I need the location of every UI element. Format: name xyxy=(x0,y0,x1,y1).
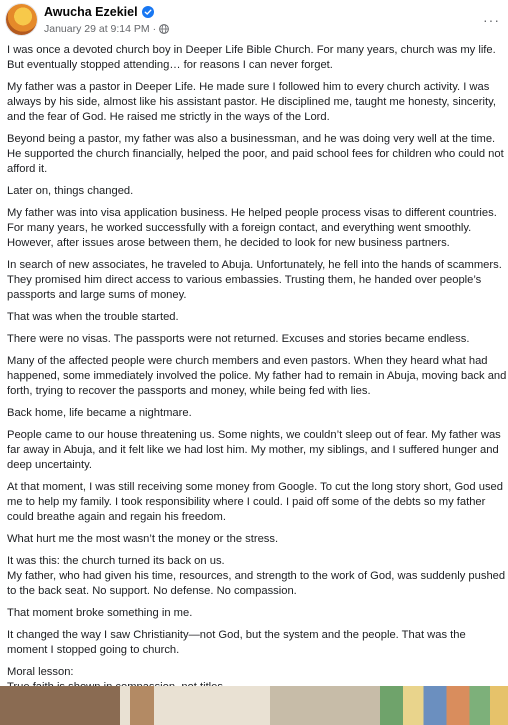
paragraph: I was once a devoted church boy in Deeper Life Bible Church. For many years, church was my life. But eventually stopped attending… for reasons I can never forget. xyxy=(7,44,496,71)
meta-separator: · xyxy=(152,23,157,35)
more-horizontal-icon: ··· xyxy=(483,12,500,28)
post-meta xyxy=(44,23,169,35)
paragraph: What hurt me the most wasn’t the money or the stress. xyxy=(7,533,279,545)
post-timestamp[interactable]: January 29 at 9:14 PM xyxy=(44,23,150,35)
image-region xyxy=(130,686,154,725)
paragraph: That was when the trouble started. xyxy=(7,311,179,323)
paragraph: It was this: the church turned its back on us. xyxy=(7,555,225,567)
image-region xyxy=(270,686,380,725)
verified-badge-icon xyxy=(142,6,154,18)
paragraph: Back home, life became a nightmare. xyxy=(7,407,192,419)
stained-glass-window xyxy=(380,686,508,725)
paragraph: People came to our house threatening us. Some nights, we couldn’t sleep out of fear. My father was far away in Abuja, and it felt like we had lost him. My mother, my siblings, and I suffered hunger and deep uncertainty. xyxy=(7,429,501,471)
paragraph: There were no visas. The passports were not returned. Excuses and stories became endless. xyxy=(7,333,470,345)
post-image[interactable] xyxy=(0,686,508,725)
post-body xyxy=(7,43,507,710)
paragraph: Beyond being a pastor, my father was also a businessman, and he was doing very well at the time. He supported the church financially, helped the poor, and paid school fees for children who could not afford it. xyxy=(7,133,504,175)
paragraph: At that moment, I was still receiving some money from Google. To cut the long story short, God used me to help my family. I took responsibility where I could. I paid off some of the debts so my father could breathe again and regain his freedom. xyxy=(7,481,503,523)
more-options-button[interactable] xyxy=(483,12,500,28)
paragraph: My father, who had given his time, resources, and strength to the work of God, was suddenly pushed to the back seat. No support. No defense. No compassion. xyxy=(7,570,506,597)
paragraph: Later on, things changed. xyxy=(7,185,134,197)
paragraph: My father was into visa application business. He helped people process visas to different countries. For many years, he worked successfully with a foreign contact, and everything went smoothly. However, after issues arose between them, he decided to look for new business partners. xyxy=(7,207,497,249)
author-row xyxy=(44,5,154,19)
paragraph: In search of new associates, he traveled to Abuja. Unfortunately, he fell into the hands of scammers. They promised him direct access to various embassies. Trusting them, he handed over people’s passports and large sums of money. xyxy=(7,259,502,301)
paragraph: My father was a pastor in Deeper Life. He made sure I followed him to every church activity. I was always by his side, almost like his assistant pastor. He disciplined me, taught me honesty, sincerity, and the fear of God. He raised me strictly in the ways of the Lord. xyxy=(7,81,496,123)
paragraph: That moment broke something in me. xyxy=(7,607,193,619)
author-name[interactable]: Awucha Ezekiel xyxy=(44,5,138,19)
paragraph: Many of the affected people were church members and even pastors. When they heard what had happened, some immediately involved the police. My father had to remain in Abuja, moving back and forth, trying to recover the passports and money, while being fed with lies. xyxy=(7,355,507,397)
paragraph: It changed the way I saw Christianity—not God, but the system and the people. That was the moment I stopped going to church. xyxy=(7,629,466,656)
post-header xyxy=(0,0,508,44)
moral-title: Moral lesson: xyxy=(7,666,74,678)
image-region xyxy=(0,686,120,725)
avatar[interactable] xyxy=(6,4,37,35)
globe-icon xyxy=(159,24,169,34)
